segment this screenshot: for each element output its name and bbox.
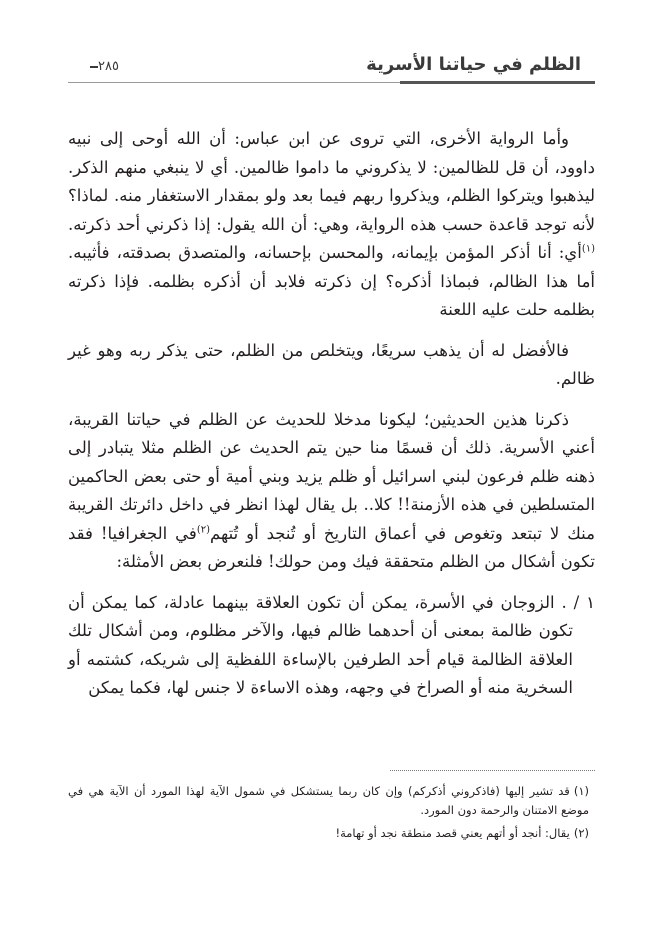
footnote-2-number: (٢) — [573, 826, 589, 840]
footnote-2 — [68, 824, 589, 843]
paragraph-1-text-after: أي: أنا أذكر المؤمن بإيمانه، والمحسن بإحسانه، والمتصدق بصدقته، فأثيبه. أما هذا الظالم، فبماذا أذكره؟ إن ذكرته فلابد أن أذكره بظلمه. فإذا ذكرته بظلمه حلت عليه اللعنة — [68, 243, 595, 319]
footnote-1 — [68, 782, 589, 820]
footnote-1-number: (١) — [573, 784, 589, 798]
footnotes — [68, 782, 589, 847]
running-header — [68, 50, 595, 80]
paragraph-1 — [68, 125, 595, 325]
page-number — [86, 52, 119, 82]
footnote-ref-2: (٢) — [196, 524, 211, 535]
paragraph-1-text: وأما الرواية الأخرى، التي تروى عن ابن عباس: أن الله أوحى إلى نبيه داوود، أن قل للظالمين: لا يذكروني ما داموا ظالمين. أي لا ينبغي منهم الذكر. ليذهبوا ويتركوا الظلم، ويذكروا ربهم فيما بعد ولو بمقدار الاستغفار منه. لماذا؟ لأنه توجد قاعدة حسب هذه الرواية، وهي: أن الله يقول: إذا ذكرني أحد ذكرته. — [68, 129, 595, 234]
page-number-value: ٢٨٥ — [98, 59, 119, 74]
paragraph-3 — [68, 406, 595, 577]
paragraph-3-text: ذكرنا هذين الحديثين؛ ليكونا مدخلا للحديث عن الظلم في حياتنا القريبة، أعني الأسرية. ذلك أن قسمًا منا حين يتم الحديث عن الظلم مثلا يتبادر إلى ذهنه ظلم فرعون لبني اسرائيل أو ظلم يزيد وبني أمية أو حتى بعض الحاكمين المتسلطين في هذه الأزمنة!! كلا.. بل يقال لهذا انظر في داخل دائرتك القريبة منك لا تبتعد وتغوص في أعماق التاريخ أو تُنجد أو تُتهم — [68, 409, 595, 543]
body-text — [68, 125, 595, 719]
list-item-1 — [68, 589, 595, 703]
footnote-ref-1: (١) — [581, 243, 595, 255]
paragraph-2: فالأفضل له أن يذهب سريعًا، ويتخلص من الظلم، حتى يذكر ربه وهو غير ظالم. — [68, 340, 595, 388]
list-item-1-text: . الزوجان في الأسرة، يمكن أن تكون العلاقة بينهما عادلة، كما يمكن أن تكون ظالمة بمعنى أن أحدهما ظالم فيها، والآخر مظلوم، ومن أشكال تلك العلاقة الظالمة قيام أحد الطرفين بالإساءة اللفظية إلى شريكه، كشتمه أو السخرية منه أو الصراخ في وجهه، وهذه الاساءة لا جنس لها، فكما يمكن — [68, 592, 573, 697]
page-number-dash — [90, 66, 98, 68]
footnote-separator — [390, 770, 595, 771]
footnote-1-text: قد تشير إليها (فاذكروني أذكركم) وإن كان ربما يستشكل في شمول الآية لهذا المورد أن الآية هي في موضع الامتنان والرحمة دون المورد. — [68, 784, 589, 817]
chapter-title: الظلم في حياتنا الأسرية — [366, 54, 581, 75]
paragraph-3-text-after: في الجغرافيا! فقد تكون أشكال من الظلم متحققة فيك ومن حولك! فلنعرض بعض الأمثلة: — [68, 523, 595, 571]
list-item-1-marker: ١ / — [573, 592, 595, 612]
header-rule-accent — [400, 81, 595, 84]
footnote-2-text: يقال: أنجد أو أتهم يعني قصد منطقة نجد أو تهامة! — [335, 826, 570, 840]
